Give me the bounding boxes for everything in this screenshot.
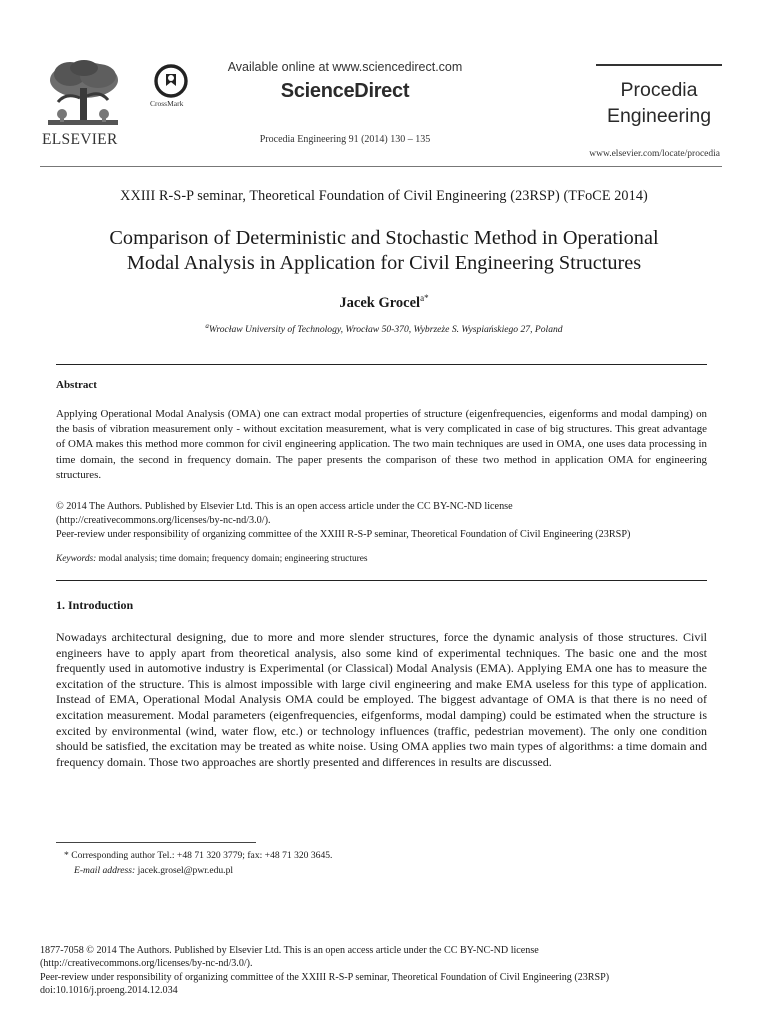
journal-title-rule (596, 64, 722, 66)
abstract-body: Applying Operational Modal Analysis (OMA) one can extract modal properties of structure (eigenfrequencies, eigenforms and modal damping) on the basis of vibration measurement only - without excitation measurement, what is very complicated in case of big structures. This great advantage of OMA makes this method more common for civil engineering application. The two main techniques are used in OMA, one uses data processing in time domain, the second in frequency domain. The paper presents the comparison of these two method in application OMA for engineering structures. (56, 408, 707, 481)
journal-title-line1: Procedia (620, 79, 698, 101)
header-divider (40, 166, 722, 167)
license-notice (56, 500, 716, 542)
affiliation-marker: a (205, 322, 209, 330)
available-online-text: Available online at www.sciencedirect.com (227, 60, 463, 74)
affiliation-line (40, 322, 728, 335)
author-name: Jacek Grocel (339, 294, 421, 311)
section-heading-introduction: 1. Introduction (56, 598, 134, 612)
keywords-list: modal analysis; time domain; frequency domain; engineering structures (98, 554, 368, 564)
footer-issn-license: 1877-7058 © 2014 The Authors. Published by Elsevier Ltd. This is an open access article under the CC BY-NC-ND license (40, 945, 539, 956)
crossmark-label: CrossMark (150, 99, 184, 108)
license-line1: © 2014 The Authors. Published by Elsevier Ltd. This is an open access article under the CC BY-NC-ND license (56, 501, 513, 512)
email-link[interactable]: jacek.grosel@pwr.edu.pl (137, 865, 234, 876)
journal-url-link[interactable]: www.elsevier.com/locate/procedia (589, 149, 720, 159)
keywords-line (56, 554, 368, 564)
email-label: E-mail address: (74, 865, 136, 876)
crossmark-icon[interactable] (154, 64, 188, 98)
footer-doi[interactable]: doi:10.1016/j.proeng.2014.12.034 (40, 984, 178, 996)
article-title-line2: Modal Analysis in Application for Civil Engineering Structures (126, 252, 642, 274)
journal-title (596, 77, 722, 129)
license-link[interactable]: (http://creativecommons.org/licenses/by-nc-nd/3.0/). (56, 515, 271, 526)
seminar-name: XXIII R-S-P seminar, Theoretical Foundation of Civil Engineering (23RSP) (TFoCE 2014) (120, 188, 648, 204)
footer-peer-review: Peer-review under responsibility of organizing committee of the XXIII R-S-P seminar, Theoretical Foundation of Civil Engineering (23RSP) (40, 971, 610, 983)
abstract-heading: Abstract (56, 379, 97, 391)
sciencedirect-wordmark: ScienceDirect (280, 80, 410, 102)
peer-review-line: Peer-review under responsibility of organizing committee of the XXIII R-S-P seminar, Theoretical Foundation of Civil Engineering (23RSP) (56, 529, 631, 540)
elsevier-wordmark: ELSEVIER (42, 131, 118, 148)
abstract-top-rule (56, 364, 707, 365)
email-note (74, 865, 233, 876)
footnote-rule (56, 842, 256, 843)
journal-reference: Procedia Engineering 91 (2014) 130 – 135 (259, 134, 431, 145)
author-line (40, 293, 728, 312)
page-footer (40, 944, 740, 997)
journal-title-line2: Engineering (606, 105, 712, 127)
author-marker: a* (420, 293, 429, 303)
corresponding-author-note: * Corresponding author Tel.: +48 71 320 3779; fax: +48 71 320 3645. (64, 850, 333, 861)
introduction-body: Nowadays architectural designing, due to more and more slender structures, force the dynamic analysis of those structures. Civil engineers have to apply apart from theoretical analysis, also some kind of experimental techniques. The basic one and the most frequently used in automotive industry is Experimental (or Classical) Modal Analysis (EMA). Applying EMA one has to measure the excitation of the structure. This is almost impossible with large civil engineering and make EMA useless for this type of application. Instead of EMA, Operational Modal Analysis OMA could be employed. The biggest advantage of OMA is that there is no need of excitation measurement. Modal parameters (eigenfrequencies, eifgenforms, modal damping) could be estimated when the structure is excited by environmental (wind, water flow, etc.) or technology influences (traffic, pedestrian movement). The only one condition should be satisfied, the excitation may be treated as white noise. Using OMA applies two main types of algorithms: a time domain and frequency domain. Those two approaches are shortly presented and differences in results are discussed. (56, 630, 707, 769)
keywords-label: Keywords: (56, 554, 97, 564)
article-title (40, 226, 728, 276)
article-title-line1: Comparison of Deterministic and Stochastic Method in Operational (109, 227, 659, 249)
abstract-bottom-rule (56, 580, 707, 581)
affiliation: Wrocław University of Technology, Wrocław 50-370, Wybrzeże S. Wyspiańskiego 27, Poland (208, 324, 563, 336)
footer-license-link[interactable]: (http://creativecommons.org/licenses/by-nc-nd/3.0/). (40, 958, 253, 970)
